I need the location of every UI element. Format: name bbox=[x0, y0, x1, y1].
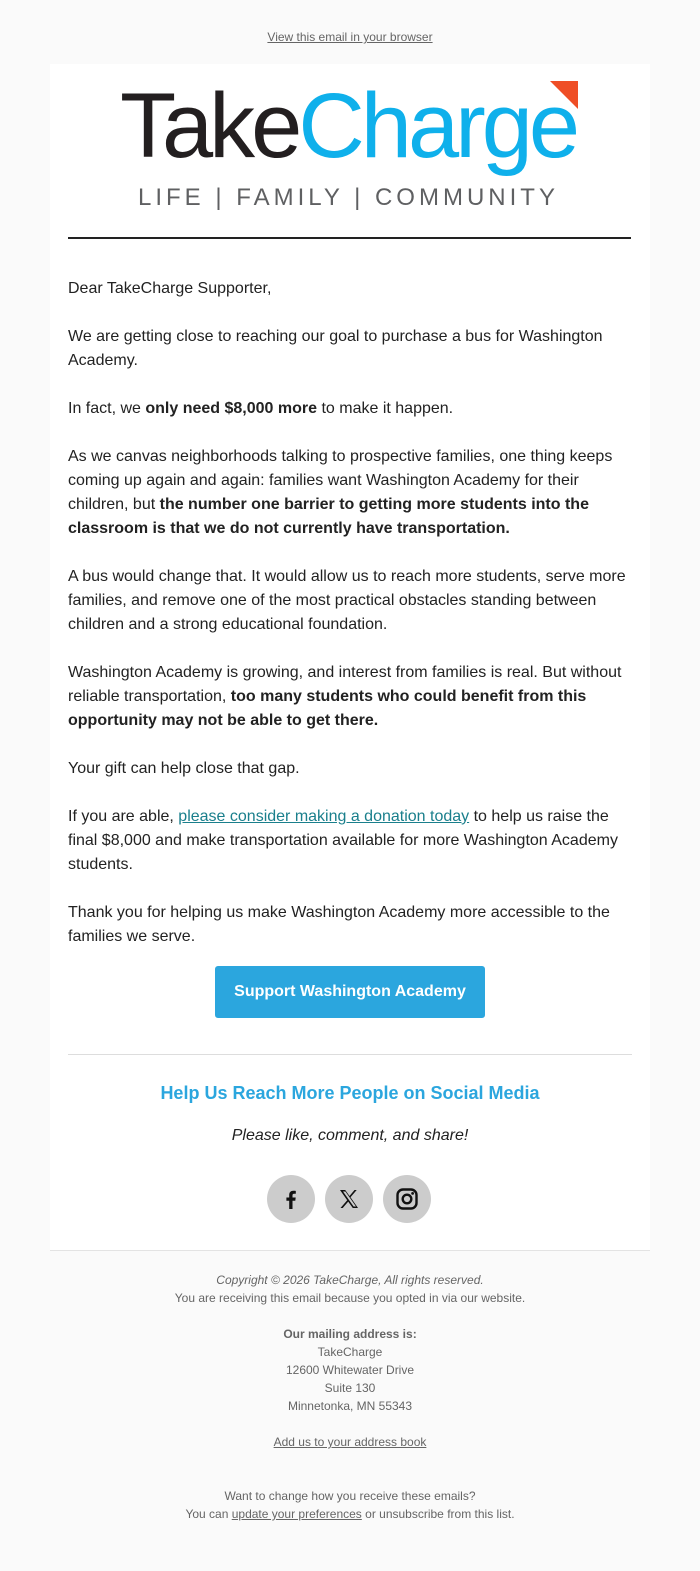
paragraph-thanks: Thank you for helping us make Washington Academy more accessible to the families we serve. bbox=[68, 904, 610, 945]
x-icon[interactable] bbox=[325, 1175, 373, 1223]
change-emails-text: Want to change how you receive these emails? bbox=[224, 1489, 476, 1503]
instagram-icon[interactable] bbox=[383, 1175, 431, 1223]
section-divider bbox=[68, 1054, 632, 1055]
donation-link[interactable]: please consider making a donation today bbox=[178, 808, 470, 825]
logo-word-charge: Charge bbox=[298, 75, 577, 177]
paragraph-donate: If you are able, please consider making a donation today to help us raise the final $8,000 and make transportation available for more Washington Academy students. bbox=[68, 808, 618, 873]
paragraph-bus: A bus would change that. It would allow us to reach more students, serve more families, and remove one of the most practical obstacles standing between children and a strong educational foundation. bbox=[68, 568, 626, 633]
footer bbox=[50, 1271, 650, 1523]
header-divider bbox=[68, 237, 631, 239]
preheader bbox=[0, 0, 700, 64]
greeting: Dear TakeCharge Supporter, bbox=[68, 280, 272, 297]
paragraph-goal: We are getting close to reaching our goal to purchase a bus for Washington Academy. bbox=[68, 328, 603, 369]
update-preferences-link[interactable]: update your preferences bbox=[231, 1507, 362, 1521]
address-org: TakeCharge bbox=[317, 1345, 383, 1359]
view-in-browser-link[interactable]: View this email in your browser bbox=[267, 30, 433, 44]
paragraph-barrier: As we canvas neighborhoods talking to prospective families, one thing keeps coming up again and again: families want Washington Academy for their children, but the number one barrier to getting more students into the classroom is that we do not currently have transportation. bbox=[68, 448, 613, 537]
logo-word-take: Take bbox=[120, 75, 299, 177]
copyright-text: Copyright © 2026 TakeCharge, All rights reserved. bbox=[216, 1273, 484, 1287]
students-highlight: too many students who could benefit from this opportunity may not be able to get there. bbox=[68, 688, 587, 729]
logo-tagline: LIFE | FAMILY | COMMUNITY bbox=[138, 184, 559, 211]
facebook-icon[interactable] bbox=[267, 1175, 315, 1223]
address-suite: Suite 130 bbox=[324, 1381, 376, 1395]
support-washington-academy-button[interactable]: Support Washington Academy bbox=[215, 966, 485, 1018]
paragraph-gift: Your gift can help close that gap. bbox=[68, 760, 300, 777]
barrier-highlight: the number one barrier to getting more students into the classroom is that we do not currently have transportation. bbox=[68, 496, 589, 537]
logo-wordmark bbox=[120, 76, 576, 176]
cta-container bbox=[50, 966, 650, 1018]
address-street: 12600 Whitewater Drive bbox=[285, 1363, 415, 1377]
address-book-row bbox=[50, 1433, 650, 1451]
add-to-address-book-link[interactable]: Add us to your address book bbox=[273, 1435, 427, 1449]
opt-in-text: You are receiving this email because you opted in via our website. bbox=[174, 1291, 526, 1305]
paragraph-growing: Washington Academy is growing, and interest from families is real. But without reliable transportation, too many students who could benefit from this opportunity may not be able to get there. bbox=[68, 664, 622, 729]
email-body bbox=[68, 277, 632, 973]
social-title: Help Us Reach More People on Social Media bbox=[160, 1083, 540, 1103]
logo-flag-icon bbox=[550, 81, 578, 109]
preferences-row: You can update your preferences or unsubscribe from this list. bbox=[185, 1507, 515, 1521]
card-bottom-border bbox=[50, 1250, 650, 1251]
unsubscribe-text: or unsubscribe from this list. bbox=[361, 1507, 515, 1521]
address-city: Minnetonka, MN 55343 bbox=[287, 1399, 413, 1413]
mailing-address-label: Our mailing address is: bbox=[283, 1327, 417, 1341]
amount-highlight: only need $8,000 more bbox=[145, 400, 318, 417]
email-card bbox=[50, 64, 650, 1251]
social-subtitle: Please like, comment, and share! bbox=[231, 1127, 469, 1144]
takecharge-logo bbox=[120, 76, 580, 216]
paragraph-amount: In fact, we only need $8,000 more to make it happen. bbox=[68, 400, 454, 417]
social-icons bbox=[267, 1175, 433, 1225]
